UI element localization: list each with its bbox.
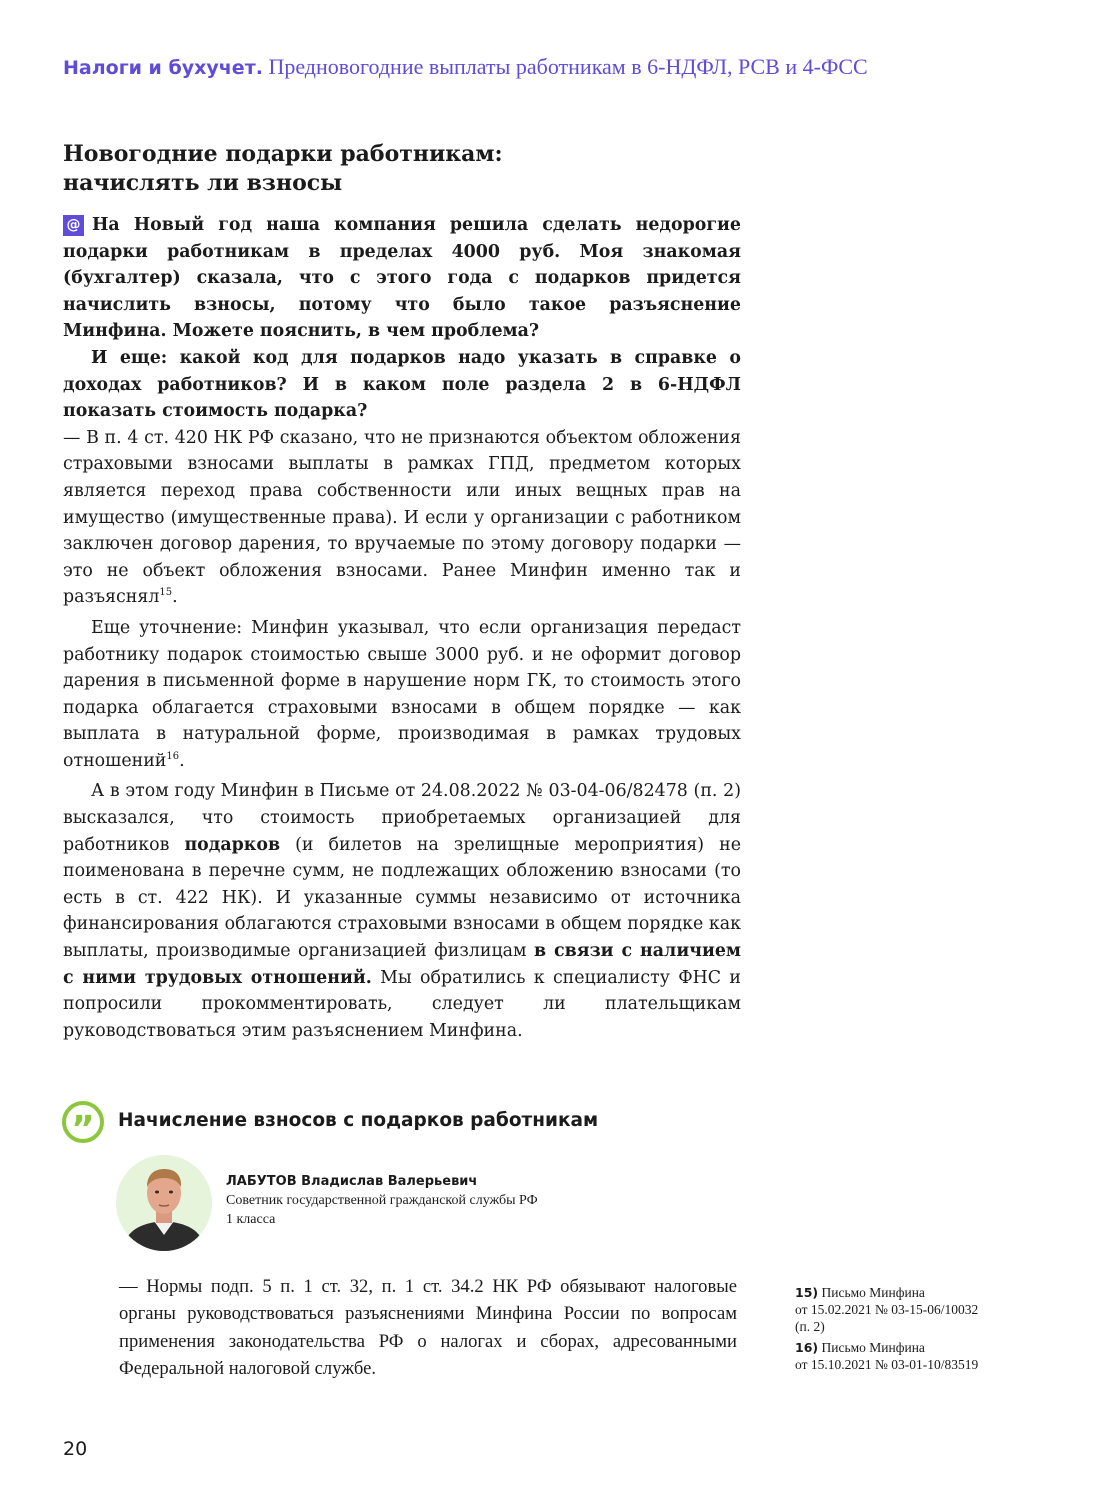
expert-name: ЛАБУТОВ Владислав Валерьевич [226,1174,478,1189]
question-paragraph-2: И еще: какой код для подарков надо указать в справке о доходах работников? И в каком поле раздела 2 в 6-НДФЛ показать стоимость подарка? [63,347,741,422]
article-title-line2: начислять ли взносы [63,170,343,196]
footnote-line1: Письмо Минфина [821,1285,925,1300]
quote-icon: ” [62,1101,104,1143]
question-paragraph-1 [63,212,741,345]
footnote-ref-15[interactable]: 15 [159,587,173,599]
article-title-line1: Новогодние подарки работникам: [63,141,503,167]
expert-info [226,1172,538,1229]
expert-photo [116,1155,212,1251]
article-body [63,212,741,1044]
running-header [63,52,1063,83]
answer-text-1: — В п. 4 ст. 420 НК РФ сказано, что не признаются объектом обложения страховыми взносами выплаты в рамках ГПД, предметом которых является переход права собственности или иных вещных прав на имущество (имущественные права). И если у организации с работником заключен договор дарения, то вручаемые по этому договору подарки — это не объект обложения взносами. Ранее Минфин именно так и разъяснял [63,427,741,608]
expert-answer-text: — Нормы подп. 5 п. 1 ст. 32, п. 1 ст. 34.2 НК РФ обязывают налоговые органы руководствоваться разъяснениями Минфина России по вопросам применения законодательства РФ о налогах и сборах, адресованными Федеральной налоговой службе. [119,1276,737,1380]
expert-position-line1: Советник государственной гражданской службы РФ [226,1193,538,1208]
answer-text-3c: Мы обратились к специалисту ФНС и попросили прокомментировать, следует ли плательщикам руководствоваться этим разъяснением Минфина. [63,967,741,1041]
running-header-topic: Предновогодние выплаты работникам в 6-НДФЛ, РСВ и 4-ФСС [268,54,868,79]
page-number: 20 [63,1438,88,1460]
article-title [63,140,763,198]
answer-paragraph-1: — В п. 4 ст. 420 НК РФ сказано, что не признаются объектом обложения страховыми взносами выплаты в рамках ГПД, предметом которых является переход права собственности или иных вещных прав на имущество (имущественные права). И если у организации с работником заключен договор дарения, то вручаемые по этому договору подарки — это не объект обложения взносами. Ранее Минфин именно так и разъяснял$^{15}$. [63,427,741,608]
emphasis-gifts: подарков [184,834,281,855]
footnote-15 [795,1284,1045,1335]
footnote-ref-16[interactable]: 16 [166,751,180,763]
footnote-line1: Письмо Минфина [821,1340,925,1355]
running-header-section: Налоги и бухучет. [63,57,263,79]
footnote-number: 15) [795,1285,819,1300]
footnote-number: 16) [795,1340,819,1355]
expert-answer [119,1273,737,1383]
at-icon: @ [63,215,84,236]
footnote-line2: от 15.10.2021 № 03-01-10/83519 [795,1357,979,1372]
footnote-line2: от 15.02.2021 № 03-15-06/10032 [795,1302,979,1317]
expert-section-title: Начисление взносов с подарков работникам [118,1110,599,1131]
answer-paragraph-3 [63,778,741,1044]
answer-text-2: Еще уточнение: Минфин указывал, что если организация передаст работнику подарок стоимостью свыше 3000 руб. и не оформит договор дарения в письменной форме в нарушение норм ГК, то стоимость этого подарка облагается страховыми взносами в общем порядке — как выплата в натуральной форме, производимая в рамках трудовых отношений [63,617,741,771]
answer-paragraph-2: Еще уточнение: Минфин указывал, что если организация передаст работнику подарок стоимостью свыше 3000 руб. и не оформит договор дарения в письменной форме в нарушение норм ГК, то стоимость этого подарка облагается страховыми взносами в общем порядке — как выплата в натуральной форме, производимая в рамках трудовых отношений$^{16}$. [63,617,741,771]
footnote-line3: (п. 2) [795,1319,825,1334]
expert-position-line2: 1 класса [226,1212,276,1227]
footnotes [795,1284,1045,1377]
emphasis-labor-relations: в связи с наличием с ними трудовых отношений. [63,941,742,988]
answer-text-3b: (и билетов на зрелищные мероприятия) не поименована в перечне сумм, не подлежащих обложению взносами (то есть в ст. 422 НК). И указанные суммы независимо от источника финансирования облагаются страховыми взносами в общем порядке как выплаты, производимые организацией физлицам [63,834,741,962]
avatar [116,1155,212,1251]
footnote-16 [795,1339,1045,1373]
question-text-1: На Новый год наша компания решила сделать недорогие подарки работникам в пределах 4000 руб. Моя знакомая (бухгалтер) сказала, что с этого года с подарков придется начислить взносы, потому что было такое разъяснение Минфина. Можете пояснить, в чем проблема? [63,215,741,342]
answer-text-3a: А в этом году Минфин в Письме от 24.08.2022 № 03-04-06/82478 (п. 2) высказался, что стоимость приобретаемых организацией для работников [63,781,741,855]
